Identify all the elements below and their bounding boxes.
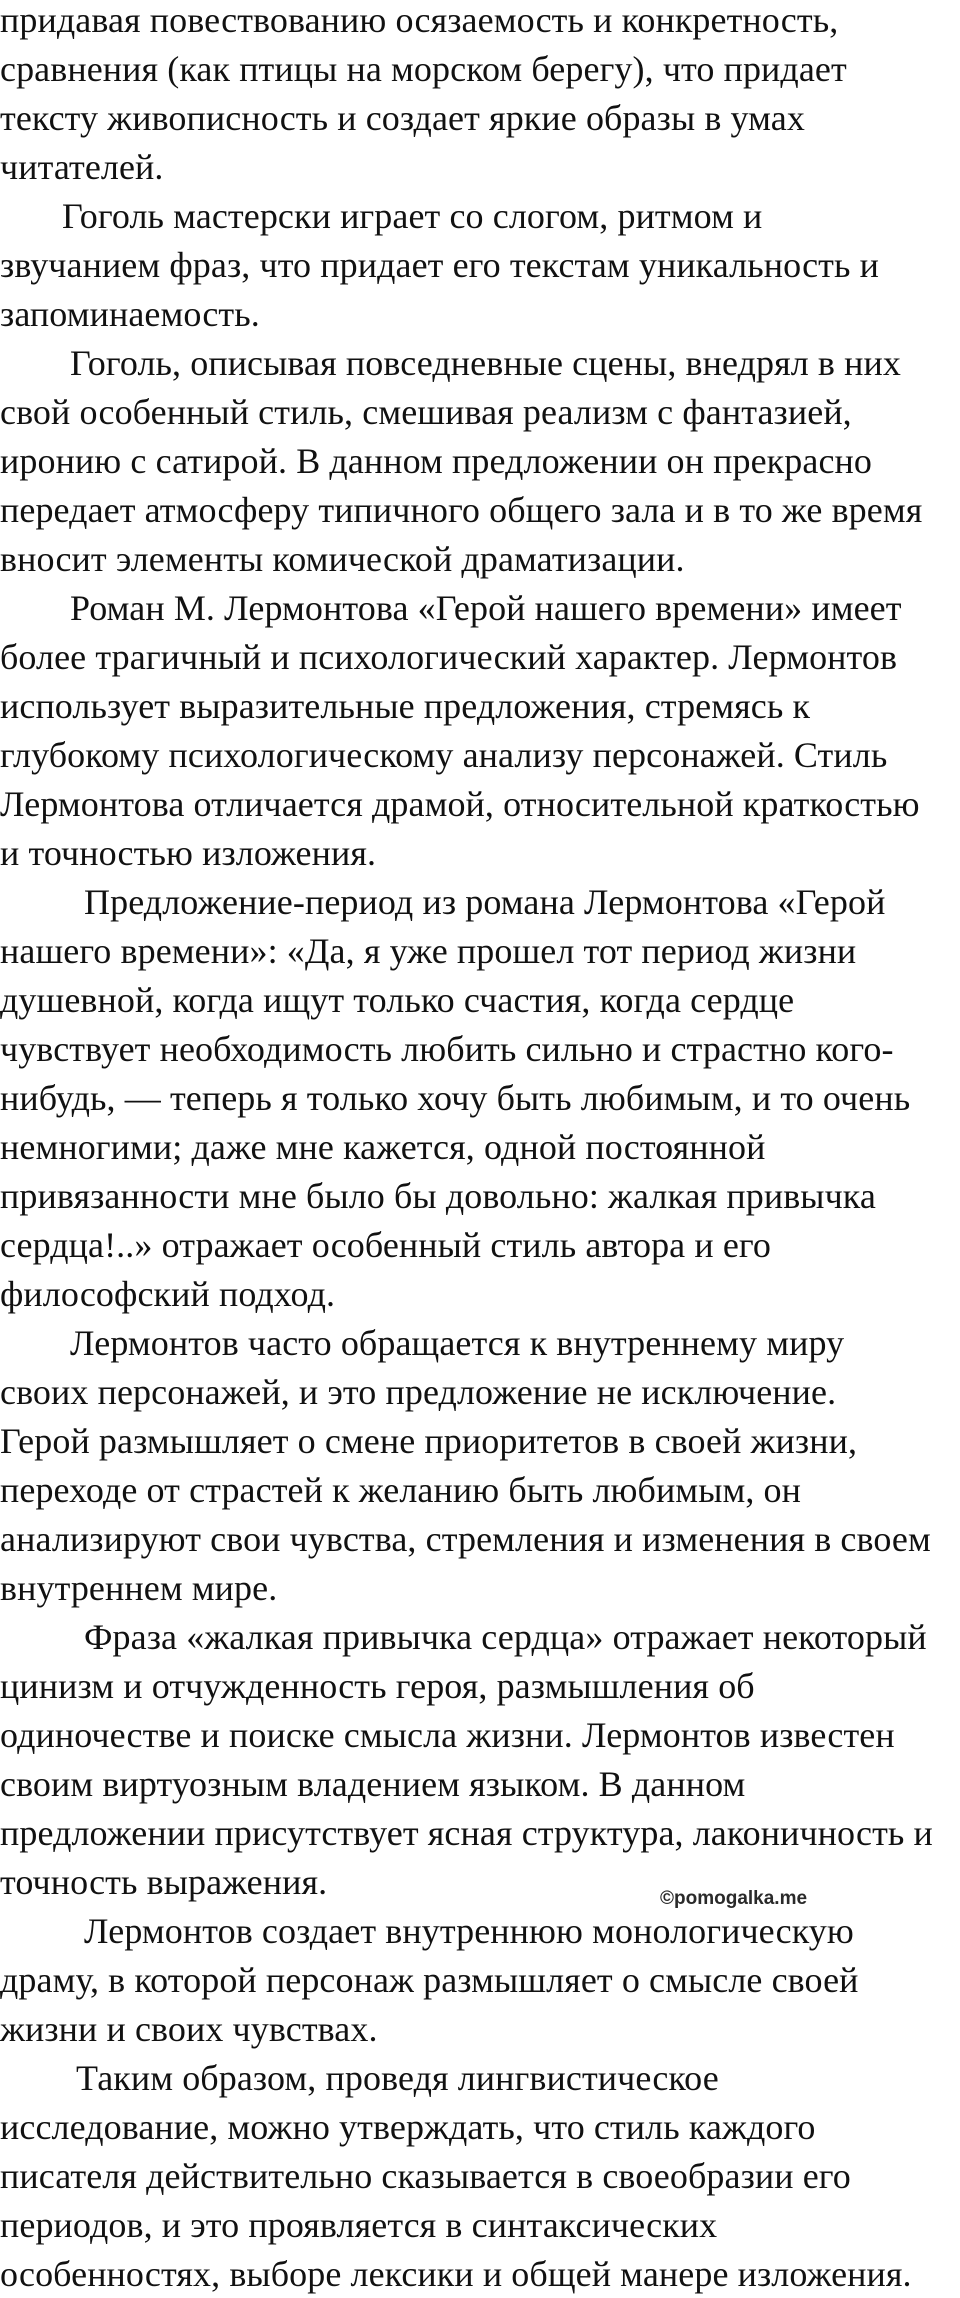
text-line: своим виртуозным владением языком. В данном <box>0 1764 746 1804</box>
text-line: сердца!..» отражает особенный стиль автора и его <box>0 1225 771 1265</box>
watermark: ©pomogalka.me <box>660 1888 808 1909</box>
text-line: более трагичный и психологический характер. Лермонтов <box>0 637 898 677</box>
text-line: Лермонтова отличается драмой, относительной краткостью <box>0 784 920 824</box>
text-line: Гоголь, описывая повседневные сцены, внедрял в них <box>70 343 901 383</box>
text-line: переходе от страстей к желанию быть любимым, он <box>0 1470 802 1510</box>
text-line: жизни и своих чувствах. <box>0 2009 378 2049</box>
text-line: звучанием фраз, что придает его текстам уникальность и <box>0 245 879 285</box>
text-line: Роман М. Лермонтова «Герой нашего времени» имеет <box>70 588 902 628</box>
text-line: душевной, когда ищут только счастия, когда сердце <box>0 980 795 1020</box>
text-line: передает атмосферу типичного общего зала и в то же время <box>0 490 923 530</box>
text-line: придавая повествованию осязаемость и конкретность, <box>0 0 839 40</box>
text-line: предложении присутствует ясная структура, лаконичность и <box>0 1813 933 1853</box>
text-line: иронию с сатирой. В данном предложении он прекрасно <box>0 441 872 481</box>
text-line: немногими; даже мне кажется, одной постоянной <box>0 1127 766 1167</box>
text-line: точность выражения. <box>0 1862 328 1902</box>
text-line: и точностью изложения. <box>0 833 377 873</box>
text-line: нашего времени»: «Да, я уже прошел тот период жизни <box>0 931 857 971</box>
text-line: Лермонтов часто обращается к внутреннему миру <box>70 1323 845 1363</box>
text-line: читателей. <box>0 147 164 187</box>
text-line: Герой размышляет о смене приоритетов в своей жизни, <box>0 1421 858 1461</box>
text-line: анализируют свои чувства, стремления и изменения в своем <box>0 1519 931 1559</box>
text-line: писателя действительно сказывается в своеобразии его <box>0 2156 851 2196</box>
text-line: привязанности мне было бы довольно: жалкая привычка <box>0 1176 876 1216</box>
text-line: Гоголь мастерски играет со слогом, ритмом и <box>62 196 763 236</box>
text-line: философский подход. <box>0 1274 336 1314</box>
text-line: периодов, и это проявляется в синтаксических <box>0 2205 718 2245</box>
text-line: чувствует необходимость любить сильно и страстно кого- <box>0 1029 894 1069</box>
text-line: тексту живописность и создает яркие образы в умах <box>0 98 805 138</box>
text-line: Предложение-период из романа Лермонтова «Герой <box>84 882 886 922</box>
text-line: свой особенный стиль, смешивая реализм с фантазией, <box>0 392 852 432</box>
text-line: сравнения (как птицы на морском берегу), что придает <box>0 49 847 89</box>
text-line: Таким образом, проведя лингвистическое <box>76 2058 719 2098</box>
text-line: драму, в которой персонаж размышляет о смысле своей <box>0 1960 859 2000</box>
text-line: использует выразительные предложения, стремясь к <box>0 686 811 726</box>
text-line: запоминаемость. <box>0 294 260 334</box>
text-line: Фраза «жалкая привычка сердца» отражает некоторый <box>84 1617 927 1657</box>
text-line: Лермонтов создает внутреннюю монологическую <box>84 1911 854 1951</box>
text-line: внутреннем мире. <box>0 1568 278 1608</box>
text-line: цинизм и отчужденность героя, размышления об <box>0 1666 755 1706</box>
text-line: вносит элементы комической драматизации. <box>0 539 685 579</box>
text-line: глубокому психологическому анализу персонажей. Стиль <box>0 735 888 775</box>
text-line: особенностях, выборе лексики и общей манере изложения. <box>0 2254 912 2294</box>
text-line: своих персонажей, и это предложение не исключение. <box>0 1372 837 1412</box>
text-line: одиночестве и поиске смысла жизни. Лермонтов известен <box>0 1715 895 1755</box>
text-line: исследование, можно утверждать, что стиль каждого <box>0 2107 816 2147</box>
text-line: нибудь, — теперь я только хочу быть любимым, и то очень <box>0 1078 911 1118</box>
